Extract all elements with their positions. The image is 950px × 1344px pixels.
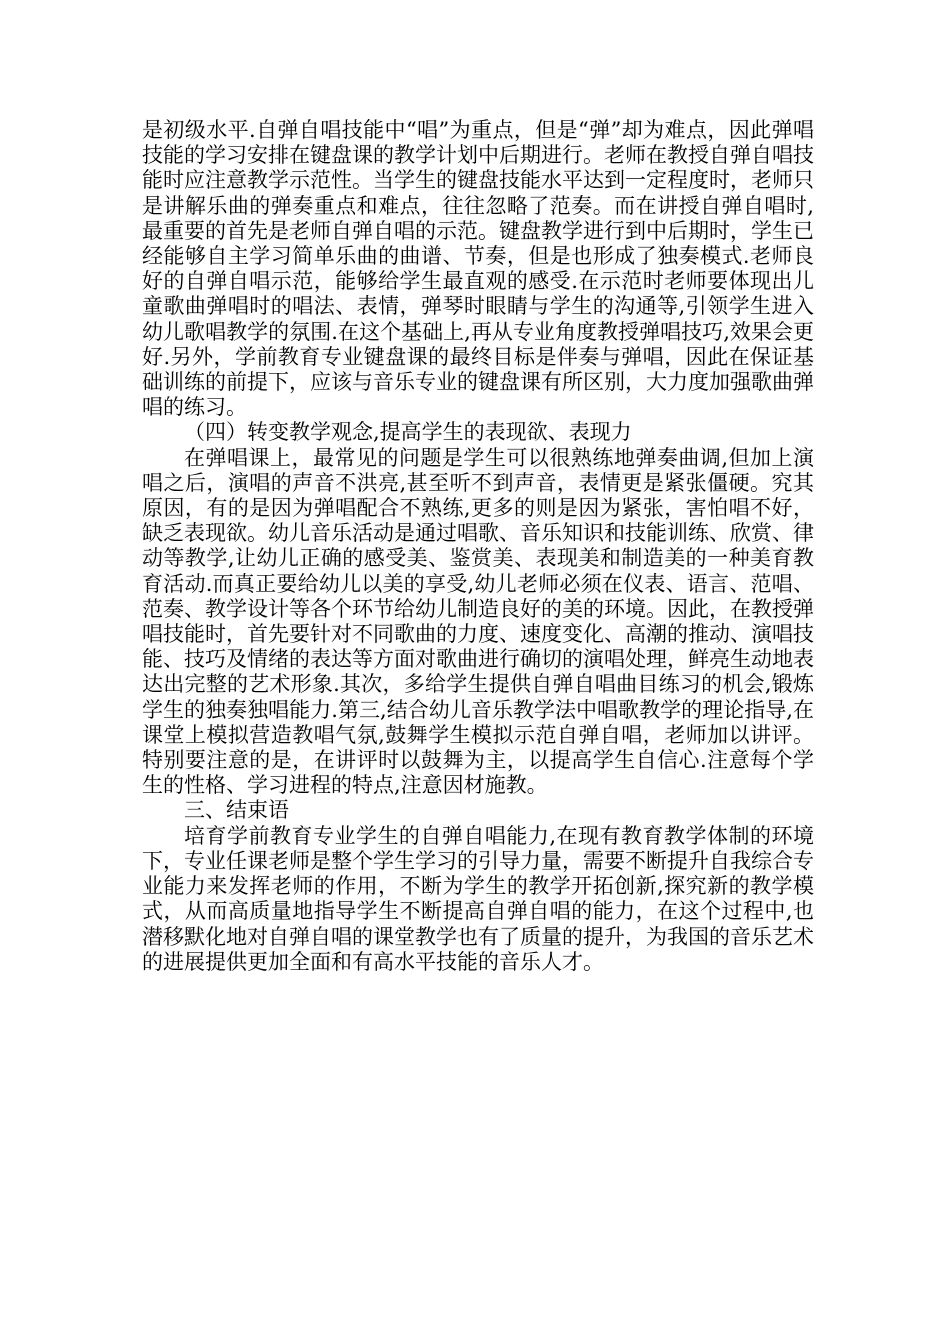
body-paragraph-performance: 在弹唱课上，最常见的问题是学生可以很熟练地弹奏曲调,但加上演唱之后，演唱的声音不洪亮,甚至听不到声音，表情更是紧张僵硬。究其原因，有的是因为弹唱配合不熟练,更多的则是因为紧张，害怕唱不好，缺乏表现欲。幼儿音乐活动是通过唱歌、音乐知识和技能训练、欣赏、律动等教学,让幼儿正确的感受美、鉴赏美、表现美和制造美的一种美育教育活动.而真正要给幼儿以美的享受,幼儿老师必须在仪表、语言、范唱、范奏、教学设计等各个环节给幼儿制造良好的美的环境。因此，在教授弹唱技能时，首先要针对不同歌曲的力度、速度变化、高潮的推动、演唱技能、技巧及情绪的表达等方面对歌曲进行确切的演唱处理，鲜亮生动地表达出完整的艺术形象.其次，多给学生提供自弹自唱曲目练习的机会,锻炼学生的独奏独唱能力.第三,结合幼儿音乐教学法中唱歌教学的理论指导,在课堂上模拟营造教唱气氛,鼓舞学生模拟示范自弹自唱，老师加以讲评。特别要注意的是，在讲评时以鼓舞为主，以提高学生自信心.注意每个学生的性格、学习进程的特点,注意因材施教。 xyxy=(142,445,814,798)
document-page xyxy=(142,118,814,975)
section-heading-4: （四）转变教学观念,提高学生的表现欲、表现力 xyxy=(184,420,632,445)
section-heading-conclusion: 三、结束语 xyxy=(184,798,289,823)
body-paragraph-continuation: 是初级水平.自弹自唱技能中“唱”为重点，但是“弹”却为难点，因此弹唱技能的学习安排在键盘课的教学计划中后期进行。老师在教授自弹自唱技能时应注意教学示范性。当学生的键盘技能水平达到一定程度时，老师只是讲解乐曲的弹奏重点和难点，往往忽略了范奏。而在讲授自弹自唱时,最重要的首先是老师自弹自唱的示范。键盘教学进行到中后期时，学生已经能够自主学习简单乐曲的曲谱、节奏，但是也形成了独奏模式.老师良好的自弹自唱示范，能够给学生最直观的感受.在示范时老师要体现出儿童歌曲弹唱时的唱法、表情，弹琴时眼睛与学生的沟通等,引领学生进入幼儿歌唱教学的氛围.在这个基础上,再从专业角度教授弹唱技巧,效果会更好.另外，学前教育专业键盘课的最终目标是伴奏与弹唱，因此在保证基础训练的前提下，应该与音乐专业的键盘课有所区别，大力度加强歌曲弹唱的练习。 xyxy=(142,118,814,420)
body-paragraph-conclusion: 培育学前教育专业学生的自弹自唱能力,在现有教育教学体制的环境下，专业任课老师是整个学生学习的引导力量，需要不断提升自我综合专业能力来发挥老师的作用，不断为学生的教学开拓创新,探究新的教学模式，从而高质量地指导学生不断提高自弹自唱的能力，在这个过程中,也潜移默化地对自弹自唱的课堂教学也有了质量的提升，为我国的音乐艺术的进展提供更加全面和有高水平技能的音乐人才。 xyxy=(142,823,814,974)
